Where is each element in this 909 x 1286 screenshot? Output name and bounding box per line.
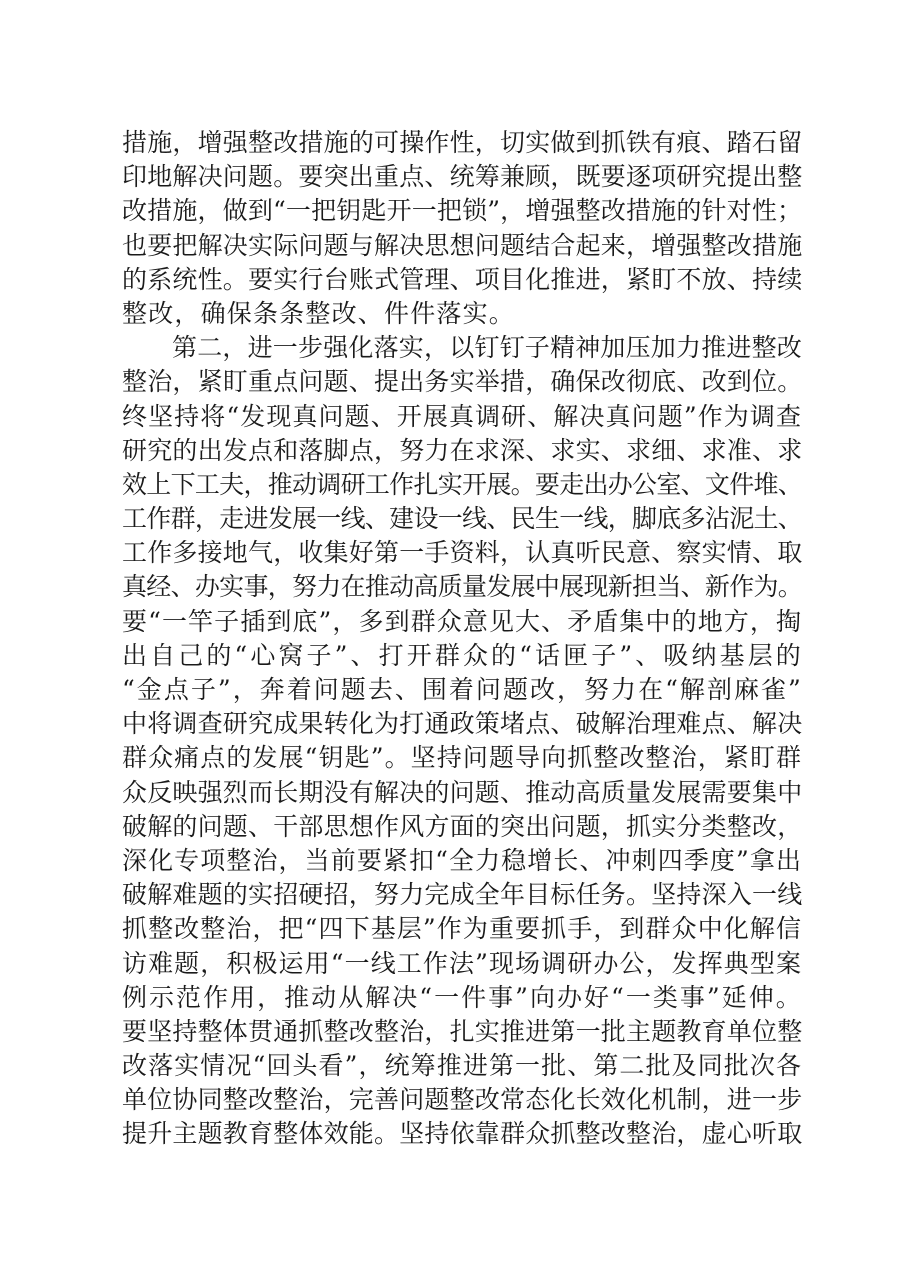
text-line: 要“一竿子插到底”，多到群众意见大、矛盾集中的地方，掏 <box>122 606 802 636</box>
text-line: 要坚持整体贯通抓整改整治，扎实推进第一批主题教育单位整 <box>122 1016 803 1046</box>
text-line: 深化专项整治，当前要紧扣“全力稳增长、冲刺四季度”拿出 <box>122 845 802 875</box>
text-line: “金点子”，奔着问题去、围着问题改，努力在“解剖麻雀” <box>122 675 802 704</box>
text-line: 工作群，走进发展一线、建设一线、民生一线，脚底多沾泥土、 <box>122 504 802 534</box>
text-line: 效上下工夫，推动调研工作扎实开展。要走出办公室、文件堆、 <box>122 469 802 499</box>
text-line: 众反映强烈而长期没有解决的问题、推动高质量发展需要集中 <box>122 777 803 807</box>
text-line: 群众痛点的发展“钥匙”。坚持问题导向抓整改整治，紧盯群 <box>122 743 802 773</box>
text-line: 改措施，做到“一把钥匙开一把锁”，增强整改措施的针对性； <box>122 196 802 226</box>
text-line: 终坚持将“发现真问题、开展真调研、解决真问题”作为调查 <box>122 401 802 431</box>
text-line: 真经、办实事，努力在推动高质量发展中展现新担当、新作为。 <box>122 572 802 602</box>
text-line: 工作多接地气，收集好第一手资料，认真听民意、察实情、取 <box>122 538 803 568</box>
text-line: 整改，确保条条整改、件件落实。 <box>122 298 516 328</box>
text-line: 单位协同整改整治，完善问题整改常态化长效化机制，进一步 <box>122 1085 803 1115</box>
text-line: 也要把解决实际问题与解决思想问题结合起来，增强整改措施 <box>122 230 803 260</box>
text-line: 印地解决问题。要突出重点、统筹兼顾，既要逐项研究提出整 <box>122 162 803 192</box>
paragraph-start-line: 第二，进一步强化落实，以钉钉子精神加压加力推进整改 <box>172 333 803 363</box>
text-line: 抓整改整治，把“四下基层”作为重要抓手，到群众中化解信 <box>122 914 802 944</box>
text-line: 访难题，积极运用“一线工作法”现场调研办公，发挥典型案 <box>122 948 802 978</box>
text-line: 的系统性。要实行台账式管理、项目化推进，紧盯不放、持续 <box>122 264 803 294</box>
text-line: 研究的出发点和落脚点，努力在求深、求实、求细、求准、求 <box>122 435 803 465</box>
body-text <box>122 126 802 1152</box>
text-line: 出自己的“心窝子”、打开群众的“话匣子”、吸纳基层的 <box>122 640 802 670</box>
text-line: 破解的问题、干部思想作风方面的突出问题，抓实分类整改， <box>122 811 803 841</box>
text-line: 破解难题的实招硬招，努力完成全年目标任务。坚持深入一线 <box>122 880 803 910</box>
text-line: 提升主题教育整体效能。坚持依靠群众抓整改整治，虚心听取 <box>122 1119 803 1149</box>
text-line: 中将调查研究成果转化为打通政策堵点、破解治理难点、解决 <box>122 709 803 739</box>
text-line: 措施，增强整改措施的可操作性，切实做到抓铁有痕、踏石留 <box>122 128 803 157</box>
text-line: 例示范作用，推动从解决“一件事”向办好“一类事”延伸。 <box>122 982 802 1012</box>
text-line: 整治，紧盯重点问题、提出务实举措，确保改彻底、改到位。 <box>122 367 803 397</box>
text-line: 改落实情况“回头看”，统筹推进第一批、第二批及同批次各 <box>122 1051 802 1081</box>
